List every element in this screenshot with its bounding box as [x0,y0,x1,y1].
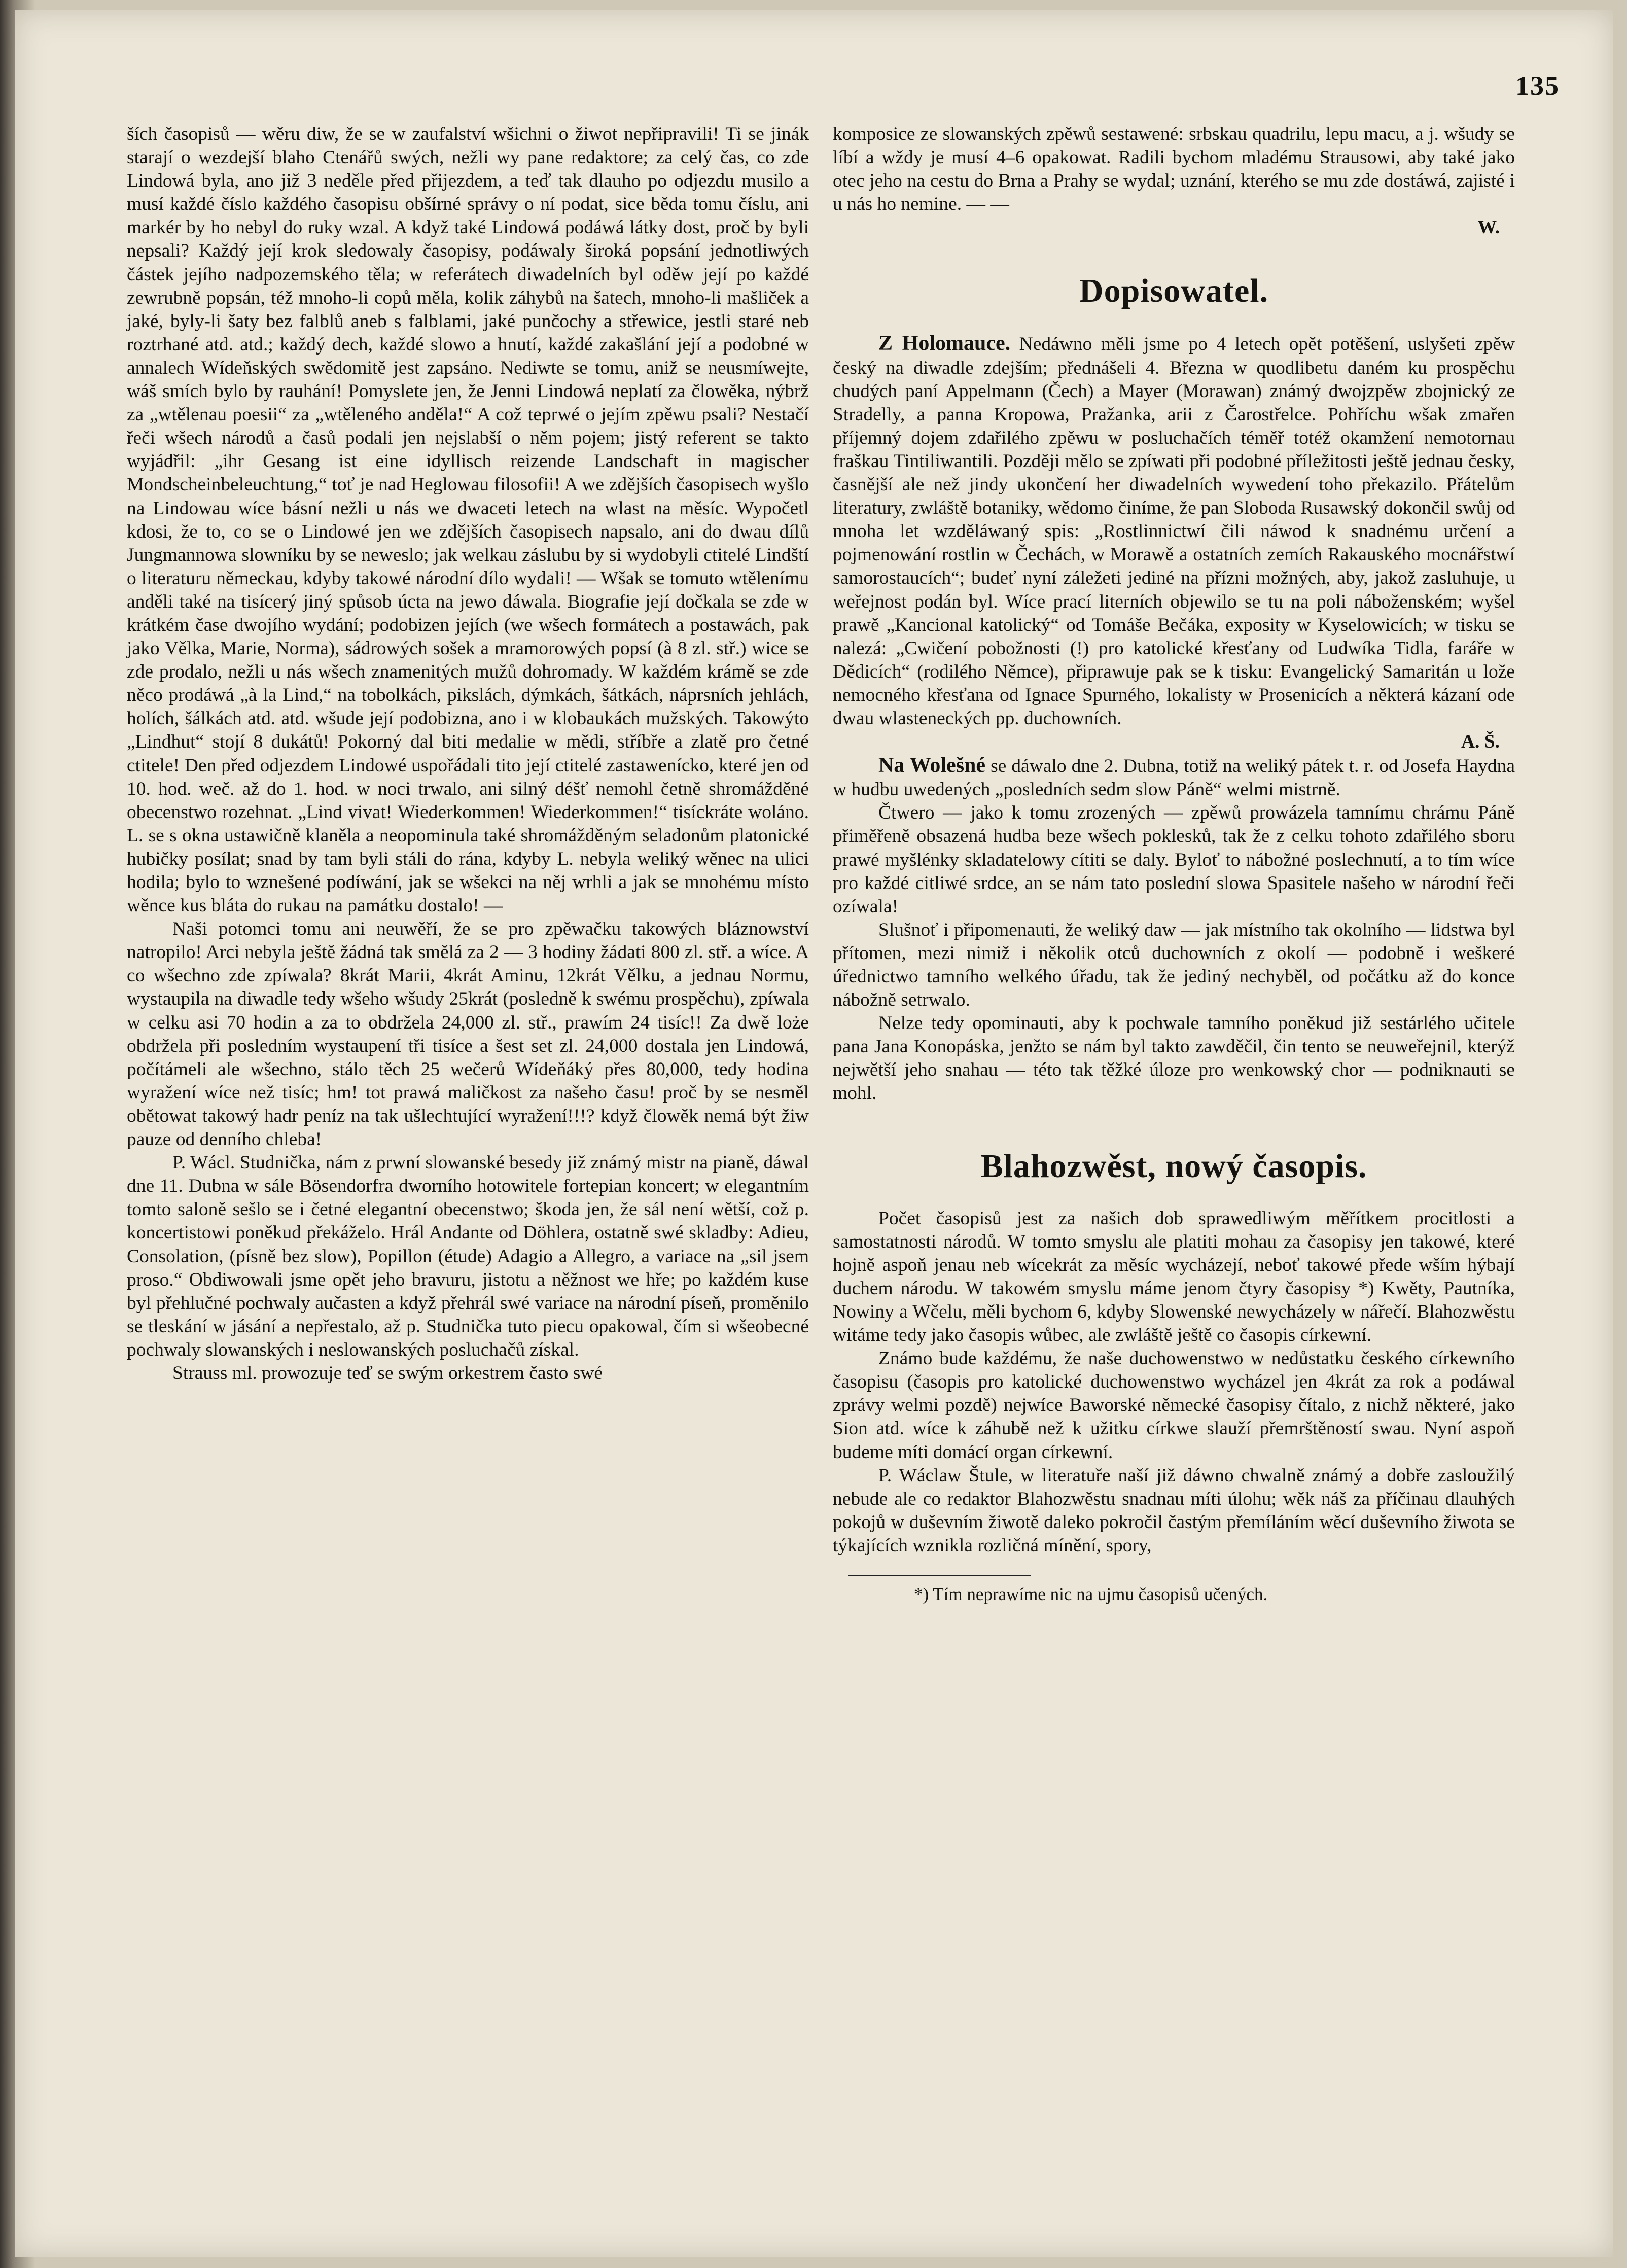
article-paragraph: Strauss ml. prowozuje teď se swým orkestrem často swé [172,1362,603,1384]
section-heading: Dopisowatel. [1079,272,1269,310]
article-paragraph: Nelze tedy opominauti, aby k pochwale tamního poněkud již sestárlého učitele pana Jana Konopáska, jenžto se nám byl takto zawděčil, čin tento se neuweřejnil, kterýž nejwětší jeho snahau — této tak těžké úloze pro wenkowský chor — podniknauti se mohl. [833,1013,1515,1104]
footnote-rule [848,1575,1031,1576]
article-paragraph: Čtwero — jako k tomu zrozených — zpěwů prowázela tamnímu chrámu Páně přiměřeně obsazená hudba beze wšech poklesků, tak že z celku tohoto zdařilého sboru prawé myšlénky skladatelowy cítiti se daly. Byloť to nábožné poslechnutí, a to tím wíce pro každé citliwé srdce, an se nám tato poslední slowa Spasitele našeho w národní řeči ozíwala! [833,802,1515,917]
article-paragraph: Naši potomci tomu ani neuwěří, že se pro zpěwačku takowých bláznowství natropilo! Arci nebyla ještě žádná tak smělá za 2 — 3 hodiny žádati 800 zl. stř. a wíce. A co wšechno zde zpíwala? 8krát Marii, 4krát Aminu, 12krát Vělku, a jednau Normu, wystaupila na diwadle tedy wšeho wšudy 25krát (posledně k swému prospěchu), zpíwala w celku asi 70 hodin a za to obdržela 24,000 zl. stř., prawím 24 tisíc!! Za dwě loże obdržela při posledním wystaupení tři tisíce a šest set zl. 24,000 dostala jen Lindowá, počítámeli ale wšechno, stálo těch 25 wečerů Wídeňáký přes 80,000, tedy hodina wyražení wíce než tisíc; hm! tot prawá maličkost za našeho času! proč by se nesměl obětowat takowý hadr peníz na tak ušlechtující wyražení!!!? když člowěk nemá být žiw pauze od denního chleba! [127,918,809,1150]
article-paragraph: P. Wácl. Studnička, nám z prwní slowanské besedy již známý mistr na pianě, dáwal dne 11. Dubna w sále Bösendorfra dworního hotowitele fortepian koncert; w elegantním tomto saloně sešlo se i četné elegantní obecenstwo; škoda jen, že sál není wětší, což p. koncertistowi poněkud překáželo. Hrál Andante od Döhlera, ostatně swé skladby: Adieu, Consolation, (písně bez slow), Popillon (étude) Adagio a Allegro, a variace na „sil jsem proso.“ Obdiwowali jsme opět jeho bravuru, jistotu a něžnost we hře; po každém kuse byl přehlučné pochwaly aučasten a když přehrál swé variace na národní píseň, proměnilo se tleskání w jásání a nepřestalo, až p. Studnička tuto piecu opakowal, čím si wšeobecné pochwaly slowanských i neslowanských posluchačů získal. [127,1152,809,1360]
author-signature: A. Š. [1461,731,1500,753]
left-column [127,123,809,1385]
article-paragraph: ších časopisů — wěru diw, že se w zaufalství wšichni o žiwot nepřipravili! Ti se jinák starají o wezdejší blaho Ctenářů swých, nežli wy pane redaktore; za celý čas, co zde Lindowá byla, ano již 3 neděle před přijezdem, a teď tak dlauho po odjezdu musilo a musí každé číslo každého časopisu obšírné správy o ní podat, sice běda tomu číslu, ani markér by ho nebyl do ruky wzal. A když také Lindowá podáwá látky dost, proč by byli nepsali? Každý její krok sledowaly časopisy, podáwaly široká popsání jednotliwých částek jejího nadpozemského těla; w referátech diwadelních byl oděw její po každé zewrubně popsán, též mnoho-li copů měla, kolik záhybů na šatech, mnoho-li mašliček a jaké, byly-li šaty bez falblů aneb s falblami, jaké punčochy a střewice, jestli staré neb roztrhané atd. atd.; každý dech, každé slowo a hnutí, každé zakašlání její a podobné w annalech Wídeňských swědomitě jest zapsáno. Nediwte se tomu, aniž se neusmíwejte, wáš smích bylo by rauhání! Pomyslete jen, že Jenni Lindowá neplatí za člowěka, nýbrž za „wtělenau poesii“ za „wtěleného anděla!“ A což teprwé o jejím zpěwu psali? Nestačí řeči wšech národů a časů podali jen nejslabší o něm pojem; jistý referent se takto wyjádřil: „ihr Gesang ist eine idyllisch reizende Landschaft in magischer Mondscheinbeleuchtung,“ toť je nad Heglowau filosofii! A we zdějších časopisech wyšlo na Lindowau wíce básní nežli u nás we dwaceti letech na wlast na měsíc. Wypočetl kdosi, že to, co se o Lindowé jen we zdějších časopisech napsalo, ani do dwau dílů Jungmannowa slowníku by se neweslo; jak welkau záslubu by si wydobyli ctitelé Lindští o literaturu německau, kdyby takowé národní dílo wydali! — Wšak se tomuto wtělenímu anděli také na tisícerý jiný spůsob úcta na jewo dáwala. Biografie její dočkala se zde w krátkém čase dwojího wydání; podobizen jejích (we wšech formátech a postawách, pak jako Vělka, Marie, Norma), sádrowých sošek a mramorowých popsí (à 8 zl. stř.) wice se zde prodalo, nežli u nás wšech znamenitých mužů dohromady. W každém krámě se zde něco prodáwá „à la Lind,“ na tobolkách, pikslách, dýmkách, šátkách, náprsních jehlách, holích, šálkách atd. atd. wšude její podobizna, ano i w klobaukách mužských. Takowýto „Lindhut“ stojí 8 dukátů! Pokorný dal biti medalie w mědi, stříbře a zlatě pro četné ctitele! Den před odjezdem Lindowé uspořádali tito její ctitelé zastawenícko, které jen od 10. hod. weč. až do 1. hod. w noci trwalo, ani silný déšť nemohl četně shromážděné obecenstwo rozehnat. „Lind vivat! Wiederkommen! Wiederkommen!“ tisíckráte woláno. L. se s okna ustawičně klaněla a neopominula také shromážděným seladonům platonické hubičky posílat; snad by tam byli stáli do rána, kdyby L. nebyla weliký wěnec na ulici hodila; bylo to wznešené podíwání, jak se wšekci na něj wrhli a jak se mnohému místo wěnce kus bláta do rukau na památku dostalo! — [127,124,809,916]
article-paragraph: P. Wáclaw Štule, w literatuře naší již dáwno chwalně známý a dobře zasloužilý nebude ale co redaktor Blahozwěstu snadnau míti úlohu; wěk náš za příčinau dlauhých pokojů w duševním žiwotě daleko pokročil častým přemíláním wěcí duševního žiwota se týkajících wznikla rozličná mínění, spory, [833,1465,1515,1556]
page-number: 135 [1515,70,1560,101]
article-paragraph: Známo bude každému, že naše duchowenstwo w nedůstatku českého církewního časopisu (časopis pro katolické duchowenstwo wycházel jen 4krát za rok a podáwal zprávy welmi pozdě) nejwíce Baworské německé časopisy čítalo, z nichž některé, jako Sion atd. wíce k záhubě než k užitku církwe slauží přemrštěností swau. Nyní aspoň budeme míti domácí organ církewní. [833,1348,1515,1463]
right-column [833,123,1515,1606]
article-paragraph: Počet časopisů jest za našich dob sprawedliwým měřítkem procitlosti a samostatnosti národů. W tomto smyslu ale platiti mohau za časopisy jen takowé, které hojně aspoň jenau neb wícekrát za měsíc wycházejí, neboť takowé přede wším hýbají duchem národu. W takowém smyslu máme jenom čtyry časopisy *) Kwěty, Pautníka, Nowiny a Wčelu, měli bychom 6, kdyby Slowenské newycházely w nářečí. Blahozwěstu witáme tedy jako časopis wůbec, ale zwláště ještě co časopis církewní. [833,1208,1515,1346]
report-paragraph [833,754,1515,801]
article-paragraph: komposice ze slowanských zpěwů sestawené: srbskau quadrilu, lepu macu, a j. wšudy se líbí a wždy je musí 4–6 opakowat. Radili bychom mladému Strausowi, aby také jako otec jeho na cestu do Brna a Prahy se wydal; uznání, kterého se mu zde dostáwá, zajisté i u nás ho nemine. — — [833,124,1515,215]
report-paragraph [833,332,1515,730]
section-heading: Blahozwěst, nowý časopis. [980,1147,1367,1185]
report-text: Nedáwno měli jsme po 4 letech opět potěšení, uslyšeti zpěw český na diwadle zdejším; přednášeli 4. Března w quodlibetu daném ku prospěchu chudých paní Appelmann (Čech) a Mayer (Morawan) známý dwojzpěw zbojnický ze Stradelly, a panna Kropowa, Pražanka, arii z Čarostřelce. Pohříchu wšak zmařen příjemný dojem zdařilého zpěwu w posluchačích téměř totéž okamžení nemotornau fraškau Tintiliwantili. Později mělo se zpíwati při podobné příležitosti ještě jednau česky, časnější ale než jindy ukončení her diwadelních wywedení toho překazilo. Přátelům literatury, zwláště botaniky, wědomo činíme, že pan Sloboda Rusawský dokončil swůj od mnoha let wzděláwaný spis: „Rostlinnictwí čili náwod k snadnému určení a pojmenowání rostlin w Čechách, w Morawě a ostatních zemích Rakauského mocnářstwí samorostaucích“; budeť nyní záležeti jediné na přízni možných, aby, jakož zasluhuje, u weřejnost podán byl. Wíce prací literních objewilo se tu na poli náboženském; wyšel prawě „Kancional katolický“ od Tomáše Bečáka, exposity w Kyselowicích; w tisku se nalezá: „Cwičení pobožnosti (!) pro katolické křesťany od Ludwíka Tidla, faráře w Dědicích“ (rodilého Němce), připrawuje pak se k tisku: Evangelický Samaritán u lože nemocného křesťana od Ignace Spurného, lokalisty w Prosenicích a některá kázaní ode dwau wlasteneckých pp. duchowních. [833,334,1515,729]
article-paragraph: Slušnoť i připomenauti, že weliký daw — jak místního tak okolního — lidstwa byl přítomen, mezi nimiž i několik otců duchowních z okolí — podobně i weškeré úřednictwo tamního welkého úřadu, tak že jediný nechyběl, od počátku až do konce nábožně setrwalo. [833,919,1515,1011]
report-text: se dáwalo dne 2. Dubna, totiž na weliký pátek t. r. od Josefa Haydna w hudbu uwedených „posledních sedm slow Páně“ welmi mistrně. [833,756,1515,800]
report-place: Z Holomauce. [878,332,1011,356]
author-signature: W. [1477,217,1500,238]
footnote: *) Tím neprawíme nic na ujmu časopisů učených. [914,1584,1268,1604]
report-place: Na Wolešné [878,754,986,777]
newspaper-page [15,10,1613,2257]
